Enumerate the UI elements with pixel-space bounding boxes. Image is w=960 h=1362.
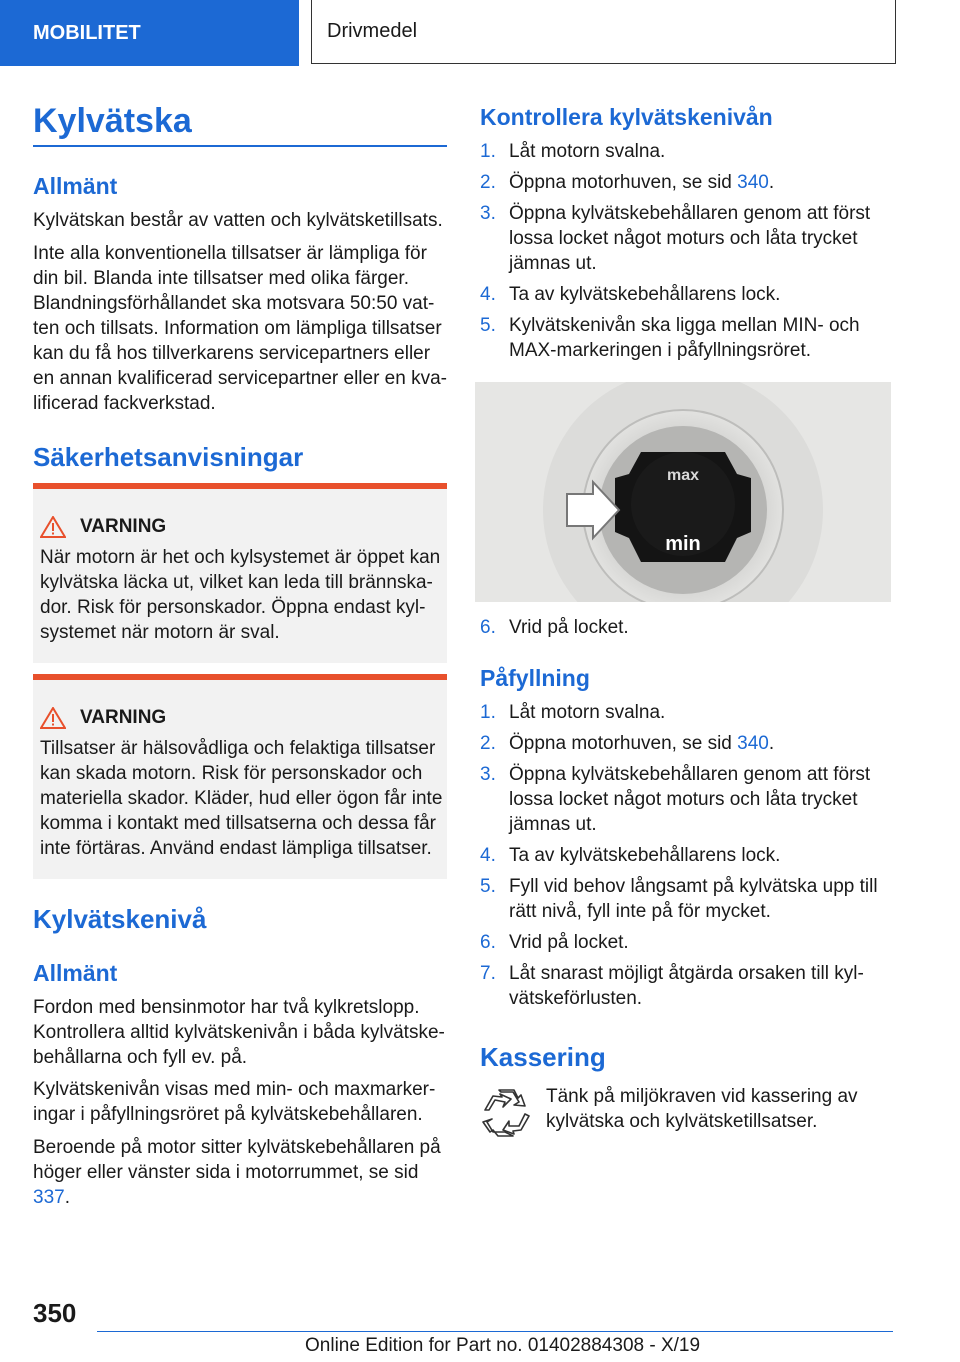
- level-subheading: Allmänt: [33, 960, 118, 986]
- warning-header: [40, 707, 166, 729]
- step-number: 7.: [480, 963, 496, 984]
- filler-neck-image: [475, 382, 891, 602]
- step-text: Ta av kylvätskebehållarens lock.: [509, 284, 781, 305]
- list-item: [480, 731, 891, 756]
- edition-footer: Online Edition for Part no. 01402884308 - X/19: [305, 1335, 701, 1356]
- check-step-6: [480, 615, 891, 646]
- step-number: 1.: [480, 141, 496, 162]
- list-item: [480, 961, 891, 1011]
- list-item: [480, 930, 891, 955]
- step-text: Låt snarast möjligt åtgärda orsaken till kylvätskeförlusten.: [509, 963, 864, 1009]
- step-number: 6.: [480, 932, 496, 953]
- step-text-suffix: .: [768, 733, 775, 754]
- check-heading: Kontrollera kylvätskenivån: [480, 104, 773, 130]
- list-item: [480, 874, 891, 924]
- list-item: [480, 170, 891, 195]
- coolant-level-illustration: [475, 382, 891, 602]
- warning-box-1: [33, 483, 447, 663]
- list-item: [480, 843, 891, 868]
- fill-heading: Påfyllning: [480, 665, 590, 691]
- section-tab[interactable]: MOBILITET: [0, 0, 299, 66]
- step-number: 4.: [480, 284, 496, 305]
- level-p3-suffix: .: [64, 1187, 70, 1208]
- list-item: [480, 313, 891, 363]
- warning-text: När motorn är het och kylsystemet är öppet kan kylvätska läcka ut, vilket kan leda till brännskador. Risk för personskador. Öppna endast kylsystemet när motorn är sval.: [40, 547, 441, 643]
- chapter-tab[interactable]: Drivmedel: [311, 0, 896, 64]
- list-item: [480, 615, 891, 640]
- disposal-heading: Kassering: [480, 1042, 606, 1072]
- max-label: max: [666, 467, 700, 484]
- general-heading: Allmänt: [33, 173, 118, 199]
- fill-steps: [480, 700, 891, 1017]
- warning-triangle-icon: [40, 516, 66, 538]
- step-number: 4.: [480, 845, 496, 866]
- title-rule: [33, 145, 447, 147]
- list-item: [480, 282, 891, 307]
- level-p3: [33, 1135, 447, 1210]
- level-heading: Kylvätskenivå: [33, 904, 207, 934]
- warning-triangle-icon: [40, 707, 66, 729]
- step-text: Öppna motorhuven, se sid: [509, 733, 738, 754]
- check-steps: [480, 139, 891, 369]
- page-title: Kylvätska: [33, 102, 192, 140]
- safety-heading: Säkerhetsanvisningar: [33, 442, 304, 472]
- warning-header: [40, 516, 166, 538]
- step-text: Öppna kylvätskebehållaren genom att först lossa locket något moturs och låta trycket jämnas ut.: [509, 203, 871, 274]
- disposal-text: Tänk på miljökraven vid kassering av kylvätska och kylvätsketillsatser.: [546, 1086, 858, 1132]
- step-number: 3.: [480, 764, 496, 785]
- step-text: Öppna kylvätskebehållaren genom att först lossa locket något moturs och låta trycket jämnas ut.: [509, 764, 871, 835]
- step-text: Öppna motorhuven, se sid: [509, 172, 738, 193]
- page-number: 350: [33, 1298, 77, 1328]
- list-item: [480, 139, 891, 164]
- step-text: Vrid på locket.: [509, 617, 629, 638]
- warning-box-2: [33, 674, 447, 879]
- step-number: 1.: [480, 702, 496, 723]
- step-text-suffix: .: [768, 172, 775, 193]
- step-number: 3.: [480, 203, 496, 224]
- general-p1: Kylvätskan består av vatten och kylvätsketillsats.: [33, 210, 443, 231]
- list-item: [480, 762, 891, 837]
- header-bar: [0, 0, 960, 66]
- min-label: min: [665, 533, 701, 555]
- step-text: Ta av kylvätskebehållarens lock.: [509, 845, 781, 866]
- step-number: 2.: [480, 172, 496, 193]
- step-text: Låt motorn svalna.: [509, 141, 666, 162]
- warning-label: VARNING: [80, 516, 167, 537]
- list-item: [480, 201, 891, 276]
- step-number: 2.: [480, 733, 496, 754]
- step-number: 5.: [480, 315, 496, 336]
- level-p2: Kylvätskenivån visas med min- och maxmarkeringar i påfyllningsröret på kylvätskebehållaren.: [33, 1079, 436, 1125]
- level-p3-text: Beroende på motor sitter kylvätskebehållaren på höger eller vänster sida i motorrummet, se sid: [33, 1137, 441, 1183]
- warning-text: Tillsatser är hälsovådliga och felaktiga tillsatser kan skada motorn. Risk för personskador och materiella skador. Kläder, hud eller ögon får inte komma i kontakt med tillsatserna och dessa får inte förtäras. Använd endast lämpliga tillsatser.: [40, 738, 443, 859]
- level-p1: Fordon med bensinmotor har två kylkretslopp. Kontrollera alltid kylvätskenivån i båda kylvätskebehållarna och fyll ev. på.: [33, 997, 445, 1068]
- step-text: Kylvätskenivån ska ligga mellan MIN- och MAX-markeringen i påfyllningsröret.: [509, 315, 860, 361]
- step-text: Vrid på locket.: [509, 932, 629, 953]
- page-link-340[interactable]: 340: [737, 733, 769, 754]
- recycling-icon: [481, 1086, 533, 1138]
- page-link-337[interactable]: 337: [33, 1187, 65, 1208]
- list-item: [480, 700, 891, 725]
- step-number: 5.: [480, 876, 496, 897]
- warning-label: VARNING: [80, 707, 167, 728]
- step-text: Låt motorn svalna.: [509, 702, 666, 723]
- step-text: Fyll vid behov långsamt på kylvätska upp till rätt nivå, fyll inte på för mycket.: [509, 876, 878, 922]
- footer-rule: [97, 1331, 893, 1332]
- step-number: 6.: [480, 617, 496, 638]
- general-p2: Inte alla konventionella tillsatser är lämpliga för din bil. Blanda inte tillsatser med olika färger. Blandningsförhållandet ska motsvara 50:50 vatten och tillsats. Information om lämpliga tillsatser kan du få hos tillverkarens servicepartners eller en annan kvalificerad servicepartner eller en kvalificerad fackverkstad.: [33, 243, 447, 414]
- page-link-340[interactable]: 340: [737, 172, 769, 193]
